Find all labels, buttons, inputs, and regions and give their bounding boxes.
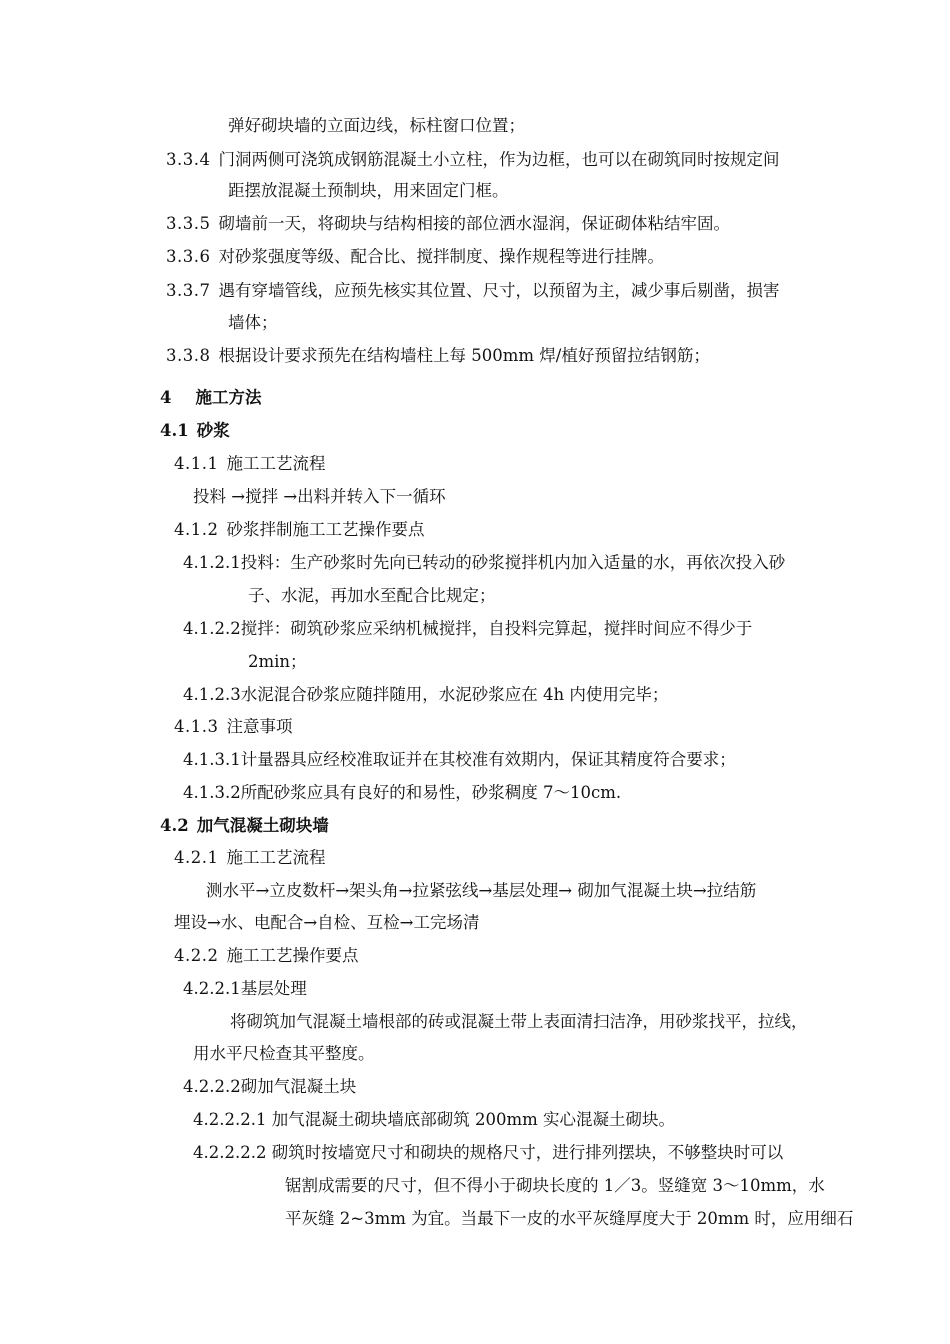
text-line: 弹好砌块墙的立面边线，标柱窗口位置；: [228, 116, 525, 135]
numbered-item: [174, 520, 424, 540]
item-number: 3.3.6: [166, 247, 211, 266]
text-line: 平灰缝 2~3mm 为宜。当最下一皮的水平灰缝厚度大于 20mm 时，应用细石: [285, 1209, 854, 1228]
numbered-item: [166, 150, 779, 170]
text-line: 4.1.2.2搅拌：砌筑砂浆应采纳机械搅拌，自投料完算起，搅拌时间应不得少于: [183, 619, 753, 638]
text-line: 距摆放混凝土预制块，用来固定门框。: [228, 181, 509, 200]
numbered-item: [174, 848, 325, 868]
section-number: 4.1: [160, 421, 189, 440]
text-line: 4.2.2.2砌加气混凝土块: [183, 1077, 357, 1096]
process-flow: 测水平→立皮数杆→架头角→拉紧弦线→基层处理→ 砌加气混凝土块→拉结筋: [206, 881, 757, 900]
numbered-item: [166, 281, 779, 301]
text-line: 用水平尺检查其平整度。: [193, 1044, 375, 1063]
text-line: 4.1.2.3水泥混合砂浆应随拌随用，水泥砂浆应在 4h 内使用完毕；: [183, 685, 669, 704]
item-number: 4.1.2: [174, 520, 219, 539]
item-number: 4.2.1: [174, 848, 219, 867]
item-text: 施工工艺流程: [226, 848, 326, 867]
text-line: 2min；: [248, 652, 307, 671]
text-line: 子、水泥，再加水至配合比规定；: [248, 586, 496, 605]
text-line: 4.1.3.2所配砂浆应具有良好的和易性，砂浆稠度 7～10cm.: [183, 783, 622, 802]
numbered-item: [174, 717, 292, 737]
subsection-heading: [160, 421, 230, 441]
numbered-item: [166, 247, 664, 267]
text-line: 将砌筑加气混凝土墙根部的砖或混凝土带上表面清扫洁净，用砂浆找平，拉线，: [230, 1012, 808, 1031]
text-line: 4.2.2.1基层处理: [183, 979, 307, 998]
text-line: 4.2.2.2.1 加气混凝土砌块墙底部砌筑 200mm 实心混凝土砌块。: [193, 1110, 675, 1129]
process-flow: 投料 →搅拌 →出料并转入下一循环: [193, 487, 446, 506]
item-number: 4.1.3: [174, 717, 219, 736]
item-text: 施工工艺操作要点: [226, 946, 359, 965]
section-heading: [160, 388, 261, 408]
text-line: 4.2.2.2.2 砌筑时按墙宽尺寸和砌块的规格尺寸，进行排列摆块，不够整块时可以: [193, 1143, 784, 1162]
numbered-item: [174, 454, 325, 474]
item-number: 4.1.1: [174, 454, 219, 473]
numbered-item: [166, 346, 710, 366]
item-number: 4.2.2: [174, 946, 219, 965]
process-flow: 埋设→水、电配合→自检、互检→工完场清: [174, 913, 480, 932]
item-number: 3.3.7: [166, 281, 211, 300]
section-number: 4: [160, 388, 172, 407]
item-text: 施工工艺流程: [226, 454, 326, 473]
item-text: 遇有穿墙管线，应预先核实其位置、尺寸，以预留为主，减少事后剔凿，损害: [218, 281, 780, 300]
section-number: 4.2: [160, 816, 189, 835]
section-title: 施工方法: [195, 388, 262, 407]
section-title: 加气混凝土砌块墙: [196, 816, 329, 835]
numbered-item: [166, 214, 730, 234]
item-number: 3.3.5: [166, 214, 211, 233]
subsection-heading: [160, 816, 329, 836]
text-line: 4.1.2.1投料：生产砂浆时先向已转动的砂浆搅拌机内加入适量的水，再依次投入砂: [183, 553, 786, 572]
item-number: 3.3.4: [166, 150, 211, 169]
item-text: 根据设计要求预先在结构墙柱上每 500mm 焊/植好预留拉结钢筋；: [218, 346, 710, 365]
item-text: 注意事项: [226, 717, 293, 736]
text-line: 4.1.3.1计量器具应经校准取证并在其校准有效期内，保证其精度符合要求；: [183, 750, 736, 769]
item-text: 对砂浆强度等级、配合比、搅拌制度、操作规程等进行挂牌。: [218, 247, 664, 266]
item-number: 3.3.8: [166, 346, 211, 365]
text-line: 墙体；: [228, 313, 278, 332]
item-text: 砌墙前一天，将砌块与结构相接的部位洒水湿润，保证砌体粘结牢固。: [218, 214, 730, 233]
item-text: 门洞两侧可浇筑成钢筋混凝土小立柱，作为边框，也可以在砌筑同时按规定间: [218, 150, 780, 169]
item-text: 砂浆拌制施工工艺操作要点: [226, 520, 425, 539]
section-title: 砂浆: [196, 421, 230, 440]
text-line: 锯割成需要的尺寸，但不得小于砌块长度的 1／3。竖缝宽 3～10mm，水: [285, 1176, 825, 1195]
numbered-item: [174, 946, 358, 966]
